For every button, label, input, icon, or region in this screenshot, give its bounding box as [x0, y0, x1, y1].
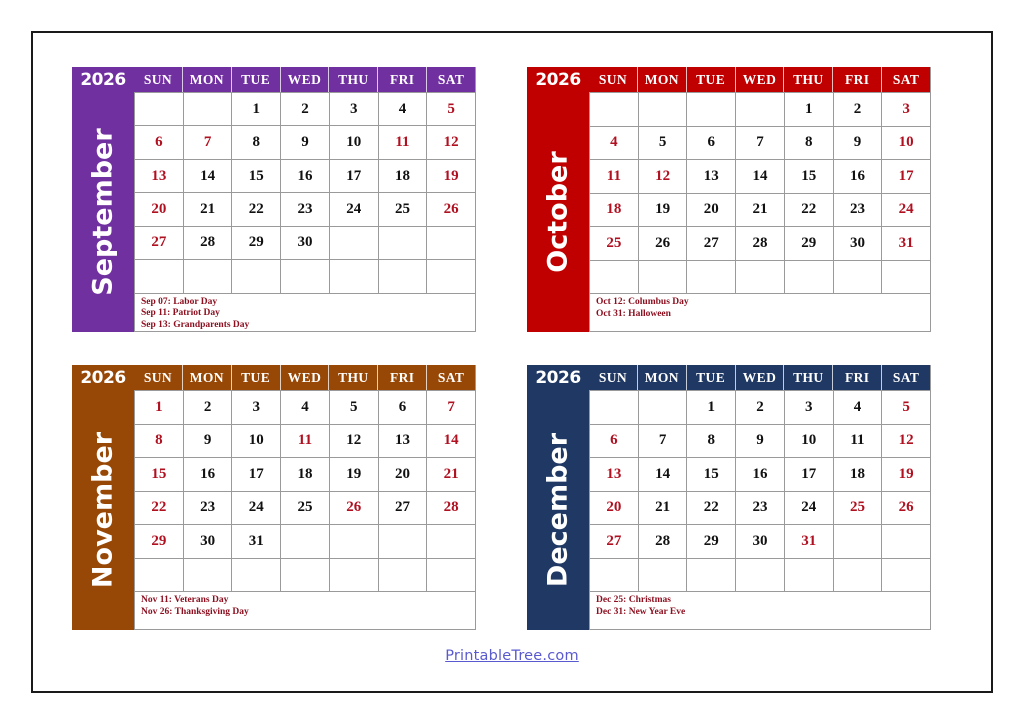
month-body-october: [589, 67, 931, 332]
day-cell-empty: [589, 558, 638, 592]
day-cell[interactable]: 9: [735, 424, 784, 458]
day-cell[interactable]: 24: [881, 193, 930, 227]
holiday-note: Dec 25: Christmas: [596, 595, 671, 605]
day-cell-empty: [881, 558, 930, 592]
week-row: [134, 125, 475, 158]
week-row: [589, 260, 930, 294]
holiday-notes-october: [589, 293, 930, 331]
day-cell[interactable]: 23: [735, 491, 784, 525]
week-row: [134, 92, 475, 125]
month-name-wrap-december: [527, 390, 589, 630]
week-row: [134, 524, 475, 558]
day-cell[interactable]: 6: [589, 424, 638, 458]
day-cell-empty: [735, 260, 784, 294]
day-cell[interactable]: 31: [784, 524, 833, 558]
day-cell-empty: [589, 260, 638, 294]
weekday-wed: WED: [736, 365, 785, 390]
day-cell[interactable]: 22: [784, 193, 833, 227]
day-cell[interactable]: 3: [784, 390, 833, 424]
week-row: [134, 390, 475, 424]
holiday-note: Sep 07: Labor Day: [141, 296, 218, 307]
day-cell[interactable]: 19: [638, 193, 687, 227]
day-cell-empty: [280, 524, 329, 558]
day-cell-empty: [784, 558, 833, 592]
day-cell-empty: [638, 558, 687, 592]
day-cell[interactable]: 14: [735, 159, 784, 193]
day-cell[interactable]: 26: [329, 491, 378, 525]
day-cell[interactable]: 20: [589, 491, 638, 525]
day-cell[interactable]: 30: [735, 524, 784, 558]
day-cell-empty: [833, 524, 882, 558]
day-cell[interactable]: 5: [426, 92, 475, 125]
day-cell[interactable]: 26: [426, 192, 475, 225]
week-row: [589, 491, 930, 525]
day-cell[interactable]: 21: [735, 193, 784, 227]
month-body-december: [589, 365, 931, 630]
month-name-wrap-november: [72, 390, 134, 630]
day-cell-empty: [426, 558, 475, 592]
holiday-note: Oct 31: Halloween: [596, 308, 671, 319]
day-cell[interactable]: 31: [231, 524, 280, 558]
day-cell-empty: [183, 92, 232, 125]
day-cell[interactable]: 19: [881, 457, 930, 491]
weekday-sat: SAT: [892, 71, 920, 87]
day-grid-november: [134, 390, 475, 591]
month-name-november: November: [87, 431, 119, 589]
day-cell[interactable]: 23: [280, 192, 329, 225]
holiday-note: Nov 11: Veterans Day: [141, 595, 229, 605]
week-row: [134, 159, 475, 192]
day-cell[interactable]: 5: [881, 390, 930, 424]
week-row: [134, 457, 475, 491]
day-cell[interactable]: 28: [183, 226, 232, 259]
day-cell-empty: [426, 226, 475, 259]
day-cell[interactable]: 15: [784, 159, 833, 193]
day-cell[interactable]: 19: [426, 159, 475, 192]
month-block-september: [72, 67, 476, 332]
day-cell[interactable]: 5: [329, 390, 378, 424]
weekday-sat: SAT: [437, 71, 465, 87]
weekday-wed: WED: [281, 67, 330, 92]
day-cell[interactable]: 29: [134, 524, 183, 558]
month-block-october: [527, 67, 931, 332]
month-block-december: [527, 365, 931, 630]
day-cell-empty: [735, 92, 784, 126]
day-cell[interactable]: 1: [134, 390, 183, 424]
day-grid-october: [589, 92, 930, 293]
day-cell-empty: [833, 260, 882, 294]
day-cell[interactable]: 8: [134, 424, 183, 458]
day-cell-empty: [183, 558, 232, 592]
day-cell[interactable]: 29: [784, 226, 833, 260]
month-name-wrap-september: [72, 92, 134, 332]
year-label-september: 2026: [72, 67, 134, 92]
weekday-mon: MON: [183, 365, 232, 390]
day-cell[interactable]: 17: [329, 159, 378, 192]
day-cell-empty: [784, 260, 833, 294]
day-cell[interactable]: 4: [589, 126, 638, 160]
day-cell[interactable]: 1: [231, 92, 280, 125]
day-cell[interactable]: 8: [784, 126, 833, 160]
day-cell[interactable]: 26: [881, 491, 930, 525]
week-row: [134, 226, 475, 259]
day-cell[interactable]: 16: [183, 457, 232, 491]
weekday-sat: SAT: [437, 369, 465, 385]
weekday-thu: THU: [329, 67, 378, 92]
day-cell[interactable]: 15: [134, 457, 183, 491]
day-cell[interactable]: 16: [735, 457, 784, 491]
day-cell-empty: [280, 558, 329, 592]
day-cell[interactable]: 12: [881, 424, 930, 458]
day-cell-empty: [329, 524, 378, 558]
day-cell[interactable]: 23: [183, 491, 232, 525]
month-block-november: [72, 365, 476, 630]
month-name-october: October: [542, 151, 574, 273]
day-cell[interactable]: 18: [378, 159, 427, 192]
day-cell[interactable]: 15: [231, 159, 280, 192]
day-cell[interactable]: 23: [833, 193, 882, 227]
day-cell[interactable]: 12: [329, 424, 378, 458]
weekday-sun: SUN: [589, 67, 638, 92]
day-cell[interactable]: 28: [638, 524, 687, 558]
week-row: [589, 92, 930, 126]
day-cell[interactable]: 18: [833, 457, 882, 491]
day-cell[interactable]: 11: [378, 125, 427, 158]
day-cell[interactable]: 2: [183, 390, 232, 424]
day-cell[interactable]: 11: [833, 424, 882, 458]
day-cell[interactable]: 22: [686, 491, 735, 525]
day-cell[interactable]: 20: [134, 192, 183, 225]
day-cell[interactable]: 9: [183, 424, 232, 458]
week-row: [589, 159, 930, 193]
week-row: [134, 192, 475, 225]
day-cell[interactable]: 16: [833, 159, 882, 193]
month-name-december: December: [542, 432, 574, 588]
weekday-thu: THU: [784, 67, 833, 92]
holiday-note: Sep 13: Grandparents Day: [141, 319, 250, 330]
weekday-header-november: [134, 365, 475, 390]
day-cell[interactable]: 19: [329, 457, 378, 491]
week-row: [134, 558, 475, 592]
day-cell[interactable]: 12: [638, 159, 687, 193]
day-cell-empty: [231, 558, 280, 592]
holiday-note: Oct 12: Columbus Day: [596, 297, 689, 307]
day-cell-empty: [638, 390, 687, 424]
day-cell-empty: [183, 259, 232, 292]
weekday-tue: TUE: [232, 365, 281, 390]
month-sidebar-november: [72, 365, 134, 630]
day-cell[interactable]: 8: [686, 424, 735, 458]
weekday-fri: FRI: [833, 365, 882, 390]
week-row: [589, 457, 930, 491]
weekday-wed: WED: [281, 365, 330, 390]
calendar-page: [31, 31, 993, 693]
week-row: [589, 390, 930, 424]
day-cell[interactable]: 18: [280, 457, 329, 491]
day-cell[interactable]: 27: [378, 491, 427, 525]
day-cell[interactable]: 29: [686, 524, 735, 558]
day-cell[interactable]: 10: [231, 424, 280, 458]
day-cell[interactable]: 28: [735, 226, 784, 260]
day-cell-empty: [686, 558, 735, 592]
weekday-header-october: [589, 67, 930, 92]
day-cell[interactable]: 21: [426, 457, 475, 491]
printabletree-link[interactable]: PrintableTree.com: [445, 648, 579, 664]
day-cell[interactable]: 15: [686, 457, 735, 491]
day-cell[interactable]: 3: [329, 92, 378, 125]
day-cell[interactable]: 11: [589, 159, 638, 193]
day-cell[interactable]: 8: [231, 125, 280, 158]
day-cell[interactable]: 25: [833, 491, 882, 525]
month-name-september: September: [87, 128, 119, 296]
week-row: [589, 126, 930, 160]
day-cell-empty: [426, 524, 475, 558]
day-cell[interactable]: 7: [426, 390, 475, 424]
day-cell[interactable]: 6: [378, 390, 427, 424]
day-cell[interactable]: 25: [280, 491, 329, 525]
day-cell[interactable]: 13: [589, 457, 638, 491]
day-cell[interactable]: 24: [784, 491, 833, 525]
holiday-note: Sep 11: Patriot Day: [141, 308, 220, 318]
day-cell-empty: [329, 259, 378, 292]
weekday-sun: SUN: [134, 365, 183, 390]
day-cell-empty: [378, 226, 427, 259]
day-cell[interactable]: 14: [426, 424, 475, 458]
week-row: [589, 424, 930, 458]
month-name-wrap-october: [527, 92, 589, 332]
day-cell-empty: [686, 260, 735, 294]
day-cell[interactable]: 16: [280, 159, 329, 192]
day-cell[interactable]: 2: [735, 390, 784, 424]
weekday-mon: MON: [183, 67, 232, 92]
month-sidebar-september: [72, 67, 134, 332]
day-cell[interactable]: 30: [833, 226, 882, 260]
day-cell[interactable]: 3: [881, 92, 930, 126]
holiday-note: Nov 26: Thanksgiving Day: [141, 606, 249, 617]
weekday-fri: FRI: [833, 67, 882, 92]
year-label-october: 2026: [527, 67, 589, 92]
weekday-fri: FRI: [378, 365, 427, 390]
day-cell-empty: [735, 558, 784, 592]
weekday-tue: TUE: [232, 67, 281, 92]
day-cell[interactable]: 6: [134, 125, 183, 158]
week-row: [589, 524, 930, 558]
day-cell-empty: [378, 558, 427, 592]
month-grid: [33, 33, 991, 691]
day-cell-empty: [589, 390, 638, 424]
day-grid-december: [589, 390, 930, 591]
day-cell-empty: [833, 558, 882, 592]
day-cell-empty: [134, 92, 183, 125]
day-cell[interactable]: 22: [134, 491, 183, 525]
day-cell[interactable]: 27: [686, 226, 735, 260]
week-row: [589, 193, 930, 227]
weekday-thu: THU: [784, 365, 833, 390]
day-cell[interactable]: 10: [784, 424, 833, 458]
day-cell[interactable]: 30: [183, 524, 232, 558]
day-cell-empty: [231, 259, 280, 292]
day-cell[interactable]: 20: [378, 457, 427, 491]
day-cell[interactable]: 2: [280, 92, 329, 125]
day-cell[interactable]: 9: [280, 125, 329, 158]
day-cell[interactable]: 14: [638, 457, 687, 491]
month-body-september: [134, 67, 476, 332]
day-cell[interactable]: 6: [686, 126, 735, 160]
day-cell-empty: [134, 259, 183, 292]
day-cell-empty: [881, 524, 930, 558]
day-cell[interactable]: 20: [686, 193, 735, 227]
day-cell[interactable]: 1: [686, 390, 735, 424]
year-label-december: 2026: [527, 365, 589, 390]
day-cell-empty: [589, 92, 638, 126]
day-cell-empty: [686, 92, 735, 126]
week-row: [589, 558, 930, 592]
month-sidebar-october: [527, 67, 589, 332]
day-cell[interactable]: 17: [881, 159, 930, 193]
day-cell-empty: [134, 558, 183, 592]
day-cell[interactable]: 27: [134, 226, 183, 259]
day-cell[interactable]: 3: [231, 390, 280, 424]
week-row: [134, 491, 475, 525]
holiday-notes-november: [134, 591, 475, 629]
day-cell[interactable]: 13: [378, 424, 427, 458]
weekday-tue: TUE: [687, 67, 736, 92]
day-cell[interactable]: 25: [378, 192, 427, 225]
day-cell[interactable]: 4: [280, 390, 329, 424]
day-cell[interactable]: 10: [881, 126, 930, 160]
holiday-notes-december: [589, 591, 930, 629]
week-row: [134, 424, 475, 458]
day-cell[interactable]: 24: [231, 491, 280, 525]
weekday-mon: MON: [638, 365, 687, 390]
day-cell-empty: [280, 259, 329, 292]
day-cell[interactable]: 11: [280, 424, 329, 458]
weekday-sun: SUN: [589, 365, 638, 390]
day-cell[interactable]: 21: [638, 491, 687, 525]
day-cell-empty: [638, 260, 687, 294]
day-cell[interactable]: 13: [686, 159, 735, 193]
day-cell-empty: [378, 259, 427, 292]
holiday-note: Dec 31: New Year Eve: [596, 606, 686, 617]
week-row: [589, 226, 930, 260]
day-cell[interactable]: 12: [426, 125, 475, 158]
week-row: [134, 259, 475, 292]
day-cell[interactable]: 2: [833, 92, 882, 126]
day-cell-empty: [378, 524, 427, 558]
day-cell[interactable]: 24: [329, 192, 378, 225]
holiday-notes-september: [134, 293, 475, 332]
year-label-november: 2026: [72, 365, 134, 390]
weekday-fri: FRI: [378, 67, 427, 92]
day-cell[interactable]: 22: [231, 192, 280, 225]
day-cell[interactable]: 30: [280, 226, 329, 259]
day-cell-empty: [329, 226, 378, 259]
weekday-tue: TUE: [687, 365, 736, 390]
day-cell[interactable]: 27: [589, 524, 638, 558]
weekday-mon: MON: [638, 67, 687, 92]
day-cell[interactable]: 4: [833, 390, 882, 424]
day-cell[interactable]: 18: [589, 193, 638, 227]
day-cell[interactable]: 7: [735, 126, 784, 160]
day-cell[interactable]: 1: [784, 92, 833, 126]
day-cell[interactable]: 14: [183, 159, 232, 192]
weekday-header-september: [134, 67, 475, 92]
day-cell[interactable]: 17: [784, 457, 833, 491]
month-body-november: [134, 365, 476, 630]
day-cell-empty: [329, 558, 378, 592]
day-cell[interactable]: 26: [638, 226, 687, 260]
page-footer: [33, 647, 991, 665]
day-cell[interactable]: 28: [426, 491, 475, 525]
day-cell[interactable]: 5: [638, 126, 687, 160]
day-cell[interactable]: 13: [134, 159, 183, 192]
day-grid-september: [134, 92, 475, 293]
day-cell[interactable]: 7: [183, 125, 232, 158]
day-cell[interactable]: 25: [589, 226, 638, 260]
weekday-thu: THU: [329, 365, 378, 390]
weekday-wed: WED: [736, 67, 785, 92]
weekday-sun: SUN: [134, 67, 183, 92]
day-cell-empty: [426, 259, 475, 292]
day-cell[interactable]: 17: [231, 457, 280, 491]
day-cell[interactable]: 21: [183, 192, 232, 225]
day-cell[interactable]: 9: [833, 126, 882, 160]
day-cell[interactable]: 7: [638, 424, 687, 458]
day-cell-empty: [881, 260, 930, 294]
day-cell-empty: [638, 92, 687, 126]
day-cell[interactable]: 29: [231, 226, 280, 259]
day-cell[interactable]: 4: [378, 92, 427, 125]
weekday-sat: SAT: [892, 369, 920, 385]
day-cell[interactable]: 31: [881, 226, 930, 260]
month-sidebar-december: [527, 365, 589, 630]
weekday-header-december: [589, 365, 930, 390]
day-cell[interactable]: 10: [329, 125, 378, 158]
